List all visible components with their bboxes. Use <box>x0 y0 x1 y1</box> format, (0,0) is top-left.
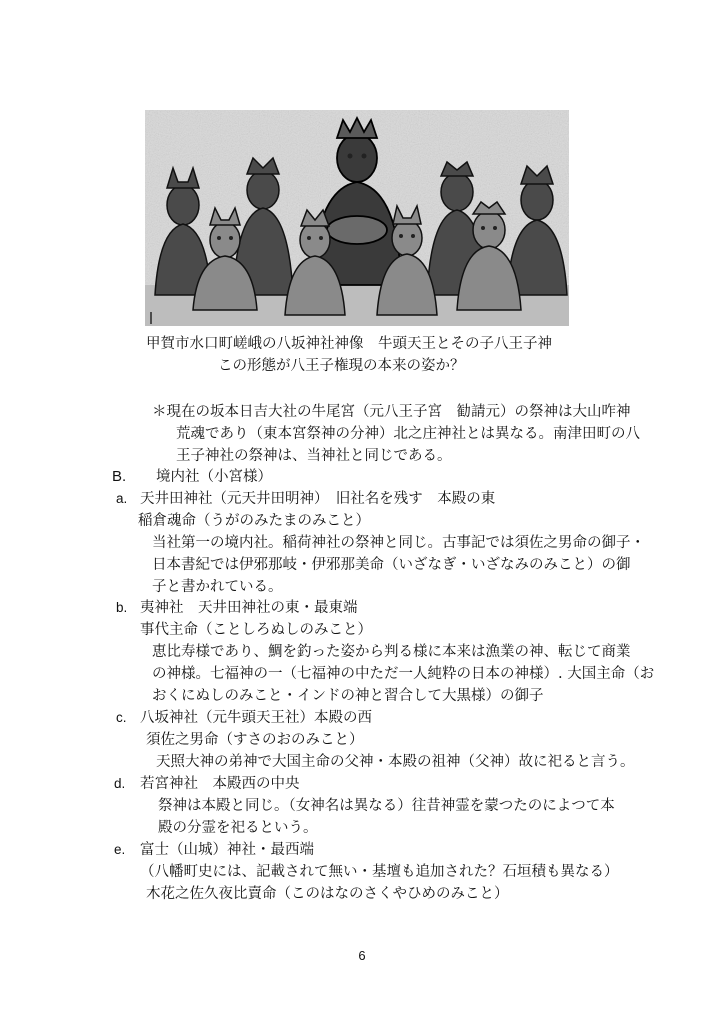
item-b-line-4: の神様。七福神の一（七福神の中ただ一人純粋の日本の神様）. 大国主命（お <box>152 666 655 682</box>
item-c-line-3: 天照大神の弟神で大国主命の父神・本殿の祖神（父神）故に祀ると言う。 <box>156 754 635 770</box>
photo-caption-line-2: この形態が八王子権現の本来の姿か？ <box>218 358 465 374</box>
item-e-line-3: 木花之佐久夜比賣命（このはなのさくやひめのみこと） <box>146 886 509 902</box>
item-d-marker: d. <box>114 776 126 791</box>
item-e-marker: e. <box>114 842 126 857</box>
item-a-marker: a. <box>116 491 128 506</box>
item-a-line-5: 子と書かれている。 <box>152 579 283 595</box>
section-b-title: 境内社（小宮様） <box>156 469 272 485</box>
item-e-line-2: （八幡町史には、記載されて無い・基壇も追加された？石垣積も異なる） <box>140 864 619 880</box>
note-line-3: 王子神社の祭神は、当神社と同じである。 <box>176 448 452 464</box>
item-d-line-3: 殿の分霊を祀るという。 <box>158 820 318 836</box>
page-number: 6 <box>358 948 366 963</box>
item-e-line-1: 富士（山城）神社・最西端 <box>140 842 314 858</box>
item-c-marker: c. <box>116 710 127 725</box>
item-a-line-2: 稲倉魂命（うがのみたまのみこと） <box>138 513 370 529</box>
item-c-line-1: 八坂神社（元牛頭天王社）本殿の西 <box>140 710 372 726</box>
section-b-marker: B. <box>112 468 127 485</box>
item-b-marker: b. <box>116 600 128 615</box>
item-c-line-2: 須佐之男命（すさのおのみこと） <box>146 732 364 748</box>
item-a-line-3: 当社第一の境内社。稲荷神社の祭神と同じ。古事記では須佐之男命の御子・ <box>152 535 645 551</box>
statue-photo <box>145 110 569 326</box>
item-b-line-1: 夷神社 天井田神社の東・最東端 <box>140 600 358 616</box>
item-a-line-4: 日本書紀では伊邪那岐・伊邪那美命（いざなぎ・いざなみのみこと）の御 <box>152 557 631 573</box>
note-line-1: ＊現在の坂本日吉大社の牛尾宮（元八王子宮 勧請元）の祭神は大山咋神 <box>152 404 631 420</box>
item-d-line-1: 若宮神社 本殿西の中央 <box>140 776 300 792</box>
note-line-2: 荒魂であり（東本宮祭神の分神）北之庄神社とは異なる。南津田町の八 <box>176 426 640 442</box>
item-b-line-5: おくにぬしのみこと・インドの神と習合して大黒様）の御子 <box>152 688 544 704</box>
statue-photo-image <box>145 110 569 326</box>
item-b-line-3: 恵比寿様であり、鯛を釣った姿から判る様に本来は漁業の神、転じて商業 <box>152 644 631 660</box>
item-a-line-1: 天井田神社（元天井田明神） 旧社名を残す 本殿の東 <box>140 491 496 507</box>
item-d-line-2: 祭神は本殿と同じ。（女神名は異なる）往昔神霊を蒙つたのによつて本 <box>158 798 615 814</box>
item-b-line-2: 事代主命（ことしろぬしのみこと） <box>140 622 372 638</box>
photo-caption-line-1: 甲賀市水口町嵯峨の八坂神社神像 牛頭天王とその子八王子神 <box>146 336 552 352</box>
